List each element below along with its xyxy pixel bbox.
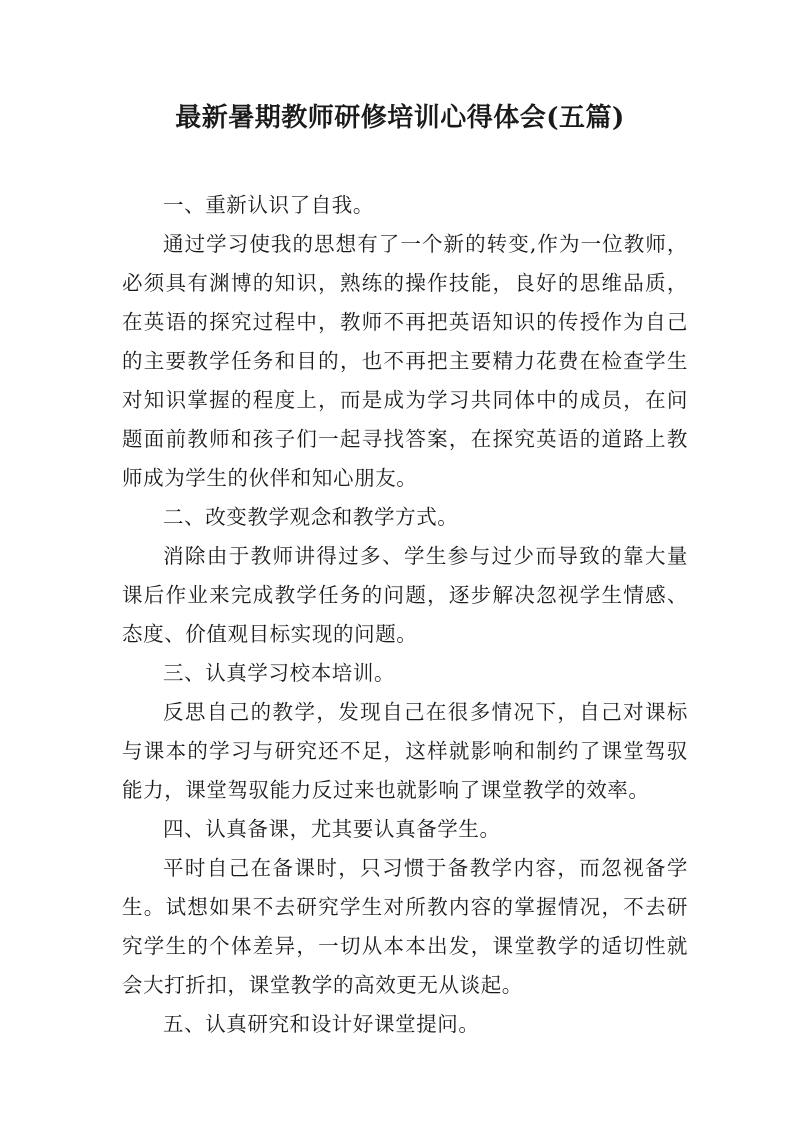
document-body: [122, 186, 688, 1044]
section-heading-4: 四、认真备课，尤其要认真备学生。: [163, 817, 501, 841]
body-paragraph-3: 反思自己的教学，发现自己在很多情况下，自己对课标与课本的学习与研究还不足，这样就影响和制约了课堂驾驭能力，课堂驾驭能力反过来也就影响了课堂教学的效率。: [122, 700, 688, 802]
document-title: 最新暑期教师研修培训心得体会(五篇): [175, 103, 625, 133]
section-heading-3: 三、认真学习校本培训。: [163, 661, 396, 685]
section-heading-1: 一、重新认识了自我。: [163, 193, 374, 217]
section-heading-5: 五、认真研究和设计好课堂提问。: [163, 1012, 480, 1036]
section-heading-2: 二、改变教学观念和教学方式。: [163, 505, 459, 529]
body-paragraph-4: 平时自己在备课时，只习惯于备教学内容，而忽视备学生。试想如果不去研究学生对所教内容的掌握情况，不去研究学生的个体差异，一切从本本出发，课堂教学的适切性就会大打折扣，课堂教学的高效更无从谈起。: [122, 856, 688, 997]
body-paragraph-2: 消除由于教师讲得过多、学生参与过少而导致的靠大量课后作业来完成教学任务的问题，逐步解决忽视学生情感、态度、价值观目标实现的问题。: [122, 544, 688, 646]
body-paragraph-1: 通过学习使我的思想有了一个新的转变,作为一位教师，必须具有渊博的知识，熟练的操作技能，良好的思维品质，在英语的探究过程中，教师不再把英语知识的传授作为自己的主要教学任务和目的，也不再把主要精力花费在检查学生对知识掌握的程度上，而是成为学习共同体中的成员，在问题面前教师和孩子们一起寻找答案，在探究英语的道路上教师成为学生的伙伴和知心朋友。: [122, 232, 688, 490]
